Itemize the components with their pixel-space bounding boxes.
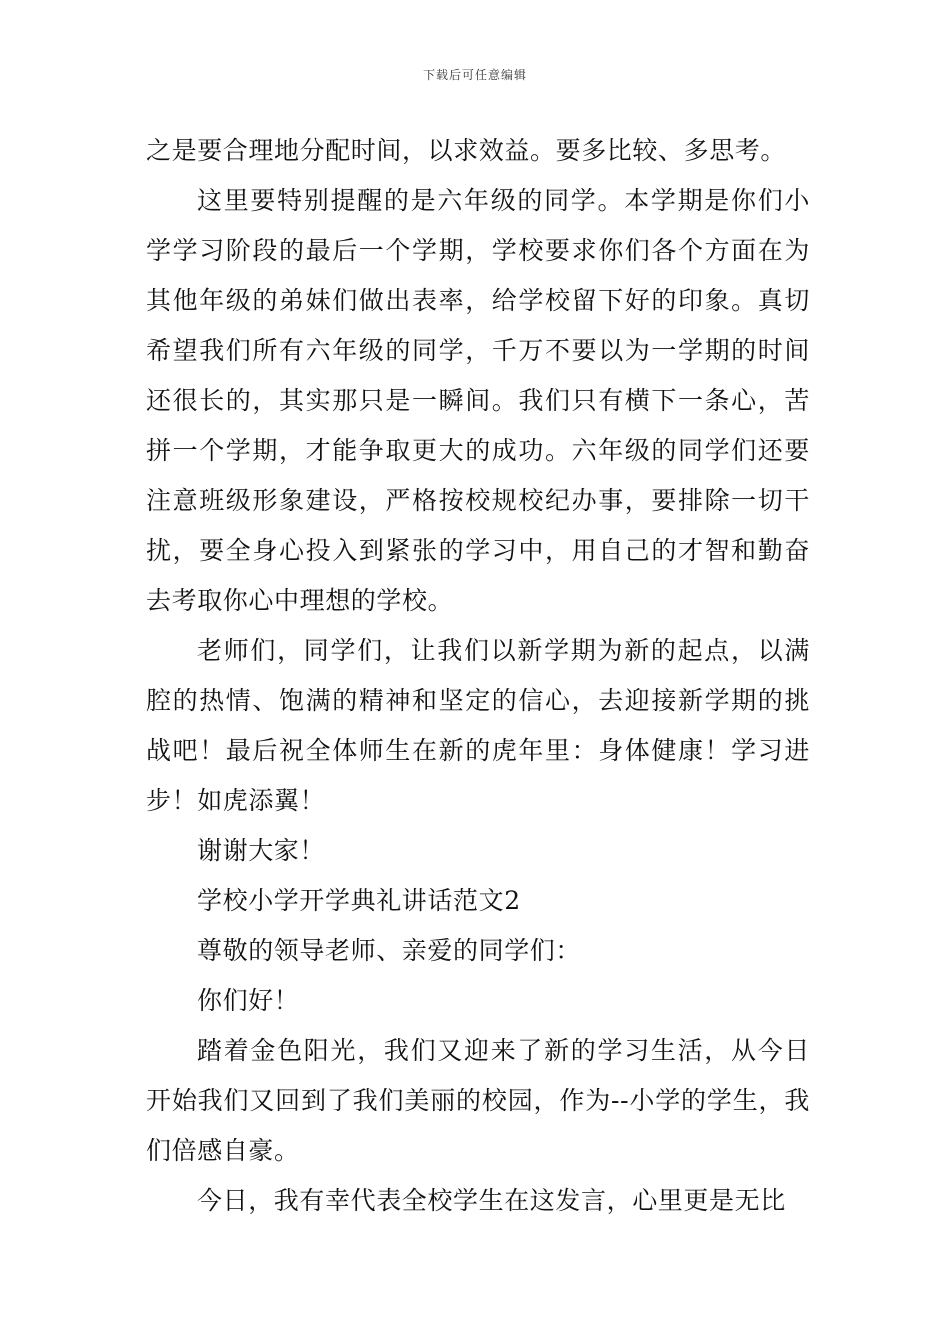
paragraph-honor: 今日，我有幸代表全校学生在这发言，心里更是无比 bbox=[197, 1186, 786, 1215]
paragraph-salutation: 尊敬的领导老师、亲爱的同学们： bbox=[197, 936, 582, 965]
paragraph-continuation: 之是要合理地分配时间，以求效益。要多比较、多思考。 bbox=[146, 136, 787, 165]
document-body bbox=[146, 126, 810, 1226]
section-heading: 学校小学开学典礼讲话范文2 bbox=[197, 886, 521, 915]
paragraph-grade-six-reminder: 这里要特别提醒的是六年级的同学。本学期是你们小学学习阶段的最后一个学期，学校要求你们各个方面在为其他年级的弟妹们做出表率，给学校留下好的印象。真切希望我们所有六年级的同学，千万不要以为一学期的时间还很长的，其实那只是一瞬间。我们只有横下一条心，苦拼一个学期，才能争取更大的成功。六年级的同学们还要注意班级形象建设，严格按校规校纪办事，要排除一切干扰，要全身心投入到紧张的学习中，用自己的才智和勤奋去考取你心中理想的学校。 bbox=[146, 186, 810, 615]
paragraph-closing-wishes: 老师们，同学们，让我们以新学期为新的起点，以满腔的热情、饱满的精神和坚定的信心，去迎接新学期的挑战吧！最后祝全体师生在新的虎年里：身体健康！学习进步！如虎添翼！ bbox=[146, 636, 810, 815]
paragraph-new-semester: 踏着金色阳光，我们又迎来了新的学习生活，从今日开始我们又回到了我们美丽的校园，作为--小学的学生，我们倍感自豪。 bbox=[146, 1036, 810, 1165]
page-header-note: 下载后可任意编辑 bbox=[422, 68, 527, 82]
paragraph-thanks: 谢谢大家！ bbox=[197, 836, 326, 865]
paragraph-greeting: 你们好！ bbox=[197, 986, 300, 1015]
